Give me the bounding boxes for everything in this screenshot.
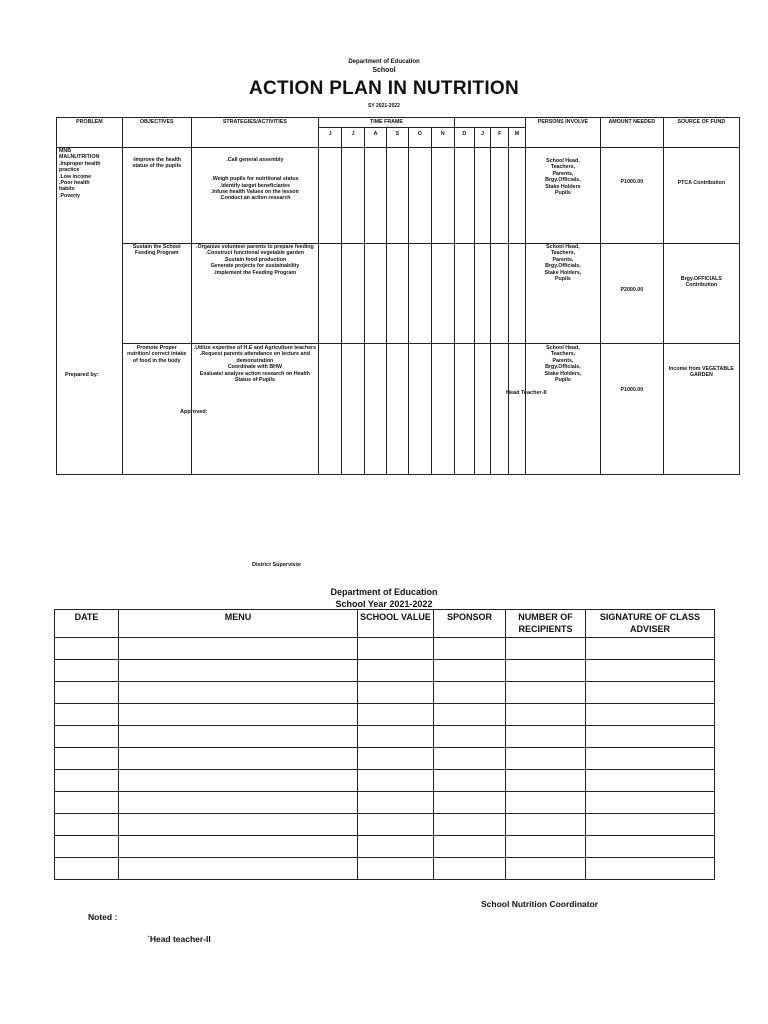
menu-body bbox=[55, 638, 715, 880]
amount-cell: P1000.00 bbox=[601, 344, 664, 475]
fund-cell: Brgy.OFFICIALS Contribution bbox=[663, 244, 739, 344]
menu-cell bbox=[119, 660, 358, 682]
problem-line: .Poverty bbox=[59, 192, 80, 199]
person-line: Parents, bbox=[552, 170, 574, 177]
header-recipients-line1: NUMBER OF bbox=[518, 612, 573, 622]
amount-cell: P2000.00 bbox=[601, 244, 664, 344]
strategies-cell bbox=[191, 148, 318, 244]
menu-cell bbox=[358, 792, 434, 814]
month-slot bbox=[386, 244, 408, 344]
month-slot bbox=[474, 244, 491, 344]
menu-cell bbox=[55, 748, 119, 770]
menu-cell bbox=[119, 770, 358, 792]
menu-cell bbox=[119, 704, 358, 726]
menu-cell bbox=[119, 858, 358, 880]
month-slot bbox=[454, 344, 474, 475]
menu-row bbox=[55, 792, 715, 814]
strategy-line: Generate projects for sustainability bbox=[210, 263, 300, 270]
month-slot bbox=[491, 244, 509, 344]
menu-cell bbox=[358, 726, 434, 748]
month-slot bbox=[491, 344, 509, 475]
person-line: Teachers, bbox=[550, 351, 576, 358]
menu-cell bbox=[586, 638, 715, 660]
person-line: Brgy.Officials, bbox=[545, 364, 581, 371]
month-slot bbox=[408, 148, 431, 244]
menu-cell bbox=[506, 682, 586, 704]
menu-cell bbox=[119, 814, 358, 836]
menu-cell bbox=[434, 770, 506, 792]
department-label: Department of Education bbox=[348, 59, 420, 65]
menu-cell bbox=[506, 858, 586, 880]
month-cell: S bbox=[386, 128, 408, 148]
month-slot bbox=[474, 148, 491, 244]
month-slot bbox=[431, 244, 454, 344]
header-signature bbox=[586, 610, 715, 638]
header-recipients bbox=[506, 610, 586, 638]
menu-cell bbox=[55, 682, 119, 704]
fund-cell: PTCA Contribution bbox=[663, 148, 739, 244]
menu-cell bbox=[506, 638, 586, 660]
month-cell: D bbox=[454, 128, 474, 148]
menu-cell bbox=[119, 836, 358, 858]
plan-row bbox=[57, 344, 740, 475]
month-cell: A bbox=[365, 128, 387, 148]
problem-line: MNB bbox=[59, 148, 72, 154]
menu-row bbox=[55, 770, 715, 792]
menu-cell bbox=[55, 814, 119, 836]
menu-cell bbox=[55, 660, 119, 682]
person-line: Pupils bbox=[554, 190, 571, 197]
month-slot bbox=[319, 344, 342, 475]
strategy-line: .Weigh pupils for nutritional status bbox=[211, 176, 299, 183]
month-slot bbox=[342, 344, 365, 475]
person-line: School Head, bbox=[546, 244, 580, 250]
menu-cell bbox=[434, 726, 506, 748]
page-title: ACTION PLAN IN NUTRITION bbox=[248, 78, 520, 99]
problem-line: .Improper health bbox=[59, 160, 101, 167]
prepared-by-label: Prepared by: bbox=[65, 372, 99, 378]
menu-cell bbox=[55, 704, 119, 726]
menu-cell bbox=[55, 836, 119, 858]
menu-cell bbox=[119, 682, 358, 704]
header-persons: PERSONS INVOLVE bbox=[525, 118, 600, 148]
menu-cell bbox=[506, 836, 586, 858]
plan-row bbox=[57, 244, 740, 344]
menu-cell bbox=[358, 814, 434, 836]
strategy-line: .Call general assembly bbox=[226, 157, 284, 163]
school-label: School bbox=[372, 67, 396, 74]
strategy-line: .Construct functional vegetable garden bbox=[205, 250, 305, 257]
menu-row bbox=[55, 682, 715, 704]
strategies-cell bbox=[191, 244, 318, 344]
header-strategies: STRATEGIES/ACTIVITIES bbox=[191, 118, 318, 148]
month-slot bbox=[509, 148, 526, 244]
header-menu: MENU bbox=[119, 610, 358, 638]
menu-cell bbox=[119, 748, 358, 770]
menu-cell bbox=[506, 704, 586, 726]
menu-cell bbox=[586, 770, 715, 792]
strategies-cell bbox=[191, 344, 318, 475]
head-teacher-label: Head Teacher-II bbox=[506, 390, 547, 396]
plan-row bbox=[57, 148, 740, 244]
header-signature-line2: ADVISER bbox=[629, 624, 670, 634]
strategy-line: .Request parents attendance on lecture and demonstration bbox=[199, 351, 310, 364]
month-slot bbox=[365, 344, 387, 475]
person-line: Pupils bbox=[554, 276, 571, 283]
district-supervisor-label: District Supervisor bbox=[252, 562, 302, 568]
menu-row bbox=[55, 704, 715, 726]
person-line: Pupils bbox=[554, 377, 571, 384]
person-line: Parents, bbox=[552, 357, 574, 364]
menu-cell bbox=[506, 770, 586, 792]
approved-label: Approved: bbox=[180, 409, 208, 415]
feeding-menu-table bbox=[54, 609, 715, 880]
header-time-frame: TIME FRAME bbox=[319, 118, 455, 128]
strategy-line: .Sustain food production bbox=[223, 256, 287, 263]
menu-cell bbox=[506, 814, 586, 836]
menu-cell bbox=[434, 704, 506, 726]
menu-cell bbox=[434, 638, 506, 660]
menu-cell bbox=[55, 726, 119, 748]
month-slot bbox=[431, 344, 454, 475]
menu-cell bbox=[55, 792, 119, 814]
footer-head-teacher-label: `Head teacher-II bbox=[147, 934, 211, 944]
menu-cell bbox=[434, 748, 506, 770]
header-amount: AMOUNT NEEDED bbox=[601, 118, 664, 148]
menu-cell bbox=[358, 638, 434, 660]
month-slot bbox=[454, 148, 474, 244]
strategy-line: .Organize volunteer parents to prepare feeding bbox=[196, 244, 314, 250]
menu-cell bbox=[434, 858, 506, 880]
menu-cell bbox=[119, 792, 358, 814]
problem-line: .Poor health bbox=[59, 180, 90, 187]
menu-cell bbox=[586, 858, 715, 880]
menu-cell bbox=[506, 792, 586, 814]
problem-line: .Low income bbox=[59, 173, 92, 180]
menu-cell bbox=[358, 770, 434, 792]
menu-cell bbox=[506, 726, 586, 748]
menu-cell bbox=[434, 836, 506, 858]
menu-cell bbox=[55, 638, 119, 660]
person-line: Parents, bbox=[552, 256, 574, 263]
month-slot bbox=[365, 148, 387, 244]
coordinator-label: School Nutrition Coordinator bbox=[481, 899, 599, 909]
strategy-line: .Conduct an action research bbox=[219, 195, 291, 202]
strategy-line: .Implement the Feeding Program bbox=[213, 269, 297, 276]
menu-cell bbox=[586, 836, 715, 858]
objective-cell: Sustain the School Feeding Program bbox=[122, 244, 191, 344]
menu-department-label: Department of Education bbox=[330, 587, 438, 597]
menu-cell bbox=[586, 704, 715, 726]
problem-line: MALNUTRITION bbox=[59, 154, 100, 161]
amount-cell: P1000.00 bbox=[601, 148, 664, 244]
month-slot bbox=[365, 244, 387, 344]
month-cell: M bbox=[509, 128, 526, 148]
month-slot bbox=[408, 244, 431, 344]
header-time-frame-extension bbox=[454, 118, 525, 128]
menu-row bbox=[55, 858, 715, 880]
objective-cell: -Improve the health status of the pupils bbox=[122, 148, 191, 244]
header-problem: PROBLEM bbox=[57, 118, 123, 148]
header-date: DATE bbox=[55, 610, 119, 638]
month-slot bbox=[342, 148, 365, 244]
menu-row bbox=[55, 748, 715, 770]
month-slot bbox=[386, 148, 408, 244]
month-cell: J bbox=[319, 128, 342, 148]
problem-line: habits bbox=[59, 186, 75, 193]
menu-cell bbox=[434, 660, 506, 682]
menu-cell bbox=[358, 748, 434, 770]
person-line: Stake Holders, bbox=[544, 370, 582, 377]
header-objectives: OBJECTIVES bbox=[122, 118, 191, 148]
menu-header-row bbox=[55, 610, 715, 638]
month-slot bbox=[474, 344, 491, 475]
persons-cell bbox=[525, 344, 600, 475]
menu-row bbox=[55, 638, 715, 660]
menu-cell bbox=[586, 660, 715, 682]
person-line: Teachers, bbox=[550, 250, 576, 257]
person-line: Teachers, bbox=[550, 164, 576, 171]
menu-cell bbox=[55, 770, 119, 792]
month-slot bbox=[454, 244, 474, 344]
month-cell: F bbox=[491, 128, 509, 148]
person-line: School Head, bbox=[546, 345, 580, 351]
person-line: Stake Holders, bbox=[544, 269, 582, 276]
menu-cell bbox=[358, 858, 434, 880]
month-slot bbox=[319, 244, 342, 344]
person-line: Brgy.Officials, bbox=[545, 177, 581, 184]
menu-row bbox=[55, 814, 715, 836]
person-line: Brgy.Officials, bbox=[545, 263, 581, 270]
fund-cell: Income from VEGETABLE GARDEN bbox=[663, 344, 739, 475]
menu-row bbox=[55, 836, 715, 858]
menu-cell bbox=[358, 836, 434, 858]
menu-cell bbox=[119, 638, 358, 660]
strategy-line: .Utilize expertise of H.E and Agriculture teachers bbox=[193, 345, 317, 351]
month-slot bbox=[509, 344, 526, 475]
plan-header-row bbox=[57, 118, 740, 128]
menu-cell bbox=[358, 704, 434, 726]
header-sponsor: SPONSOR bbox=[434, 610, 506, 638]
problem-cell bbox=[57, 148, 123, 475]
menu-cell bbox=[358, 682, 434, 704]
strategy-line: Coordinate with BHW bbox=[227, 364, 282, 371]
month-cell: O bbox=[408, 128, 431, 148]
menu-cell bbox=[586, 792, 715, 814]
month-cell: N bbox=[431, 128, 454, 148]
month-slot bbox=[408, 344, 431, 475]
month-slot bbox=[342, 244, 365, 344]
action-plan-table bbox=[56, 117, 740, 475]
problem-line: practice bbox=[59, 167, 80, 174]
header-fund: SOURCE OF FUND bbox=[663, 118, 739, 148]
header-signature-line1: SIGNATURE OF CLASS bbox=[599, 612, 701, 622]
menu-cell bbox=[506, 748, 586, 770]
strategy-line: .Infuse health Values on the lesson bbox=[210, 189, 299, 196]
school-year-label: SY 2021-2022 bbox=[368, 103, 400, 109]
menu-cell bbox=[119, 726, 358, 748]
menu-cell bbox=[434, 814, 506, 836]
person-line: School Head, bbox=[546, 158, 580, 164]
month-slot bbox=[386, 344, 408, 475]
header-school-value: SCHOOL VALUE bbox=[358, 610, 434, 638]
objective-cell: Promote Proper nutrition/ correct intake of food in the body bbox=[122, 344, 191, 475]
menu-cell bbox=[586, 726, 715, 748]
menu-cell bbox=[586, 748, 715, 770]
month-cell: J bbox=[474, 128, 491, 148]
persons-cell bbox=[525, 148, 600, 244]
header-recipients-line2: RECIPIENTS bbox=[518, 624, 573, 634]
month-slot bbox=[491, 148, 509, 244]
menu-cell bbox=[586, 814, 715, 836]
strategy-line: .Identify target beneficiaries bbox=[219, 182, 291, 189]
month-cell: J bbox=[342, 128, 365, 148]
month-slot bbox=[319, 148, 342, 244]
menu-cell bbox=[358, 660, 434, 682]
month-slot bbox=[431, 148, 454, 244]
person-line: Stake Holders bbox=[545, 183, 581, 190]
menu-cell bbox=[586, 682, 715, 704]
persons-cell bbox=[525, 244, 600, 344]
month-slot bbox=[509, 244, 526, 344]
menu-cell bbox=[434, 792, 506, 814]
menu-cell bbox=[434, 682, 506, 704]
menu-cell bbox=[506, 660, 586, 682]
strategy-line: Evaluate/ analyze action research on Health Status of Pupils bbox=[199, 370, 310, 384]
noted-label: Noted : bbox=[88, 912, 118, 922]
menu-row bbox=[55, 660, 715, 682]
menu-row bbox=[55, 726, 715, 748]
menu-cell bbox=[55, 858, 119, 880]
menu-school-year-label: School Year 2021-2022 bbox=[335, 599, 433, 609]
